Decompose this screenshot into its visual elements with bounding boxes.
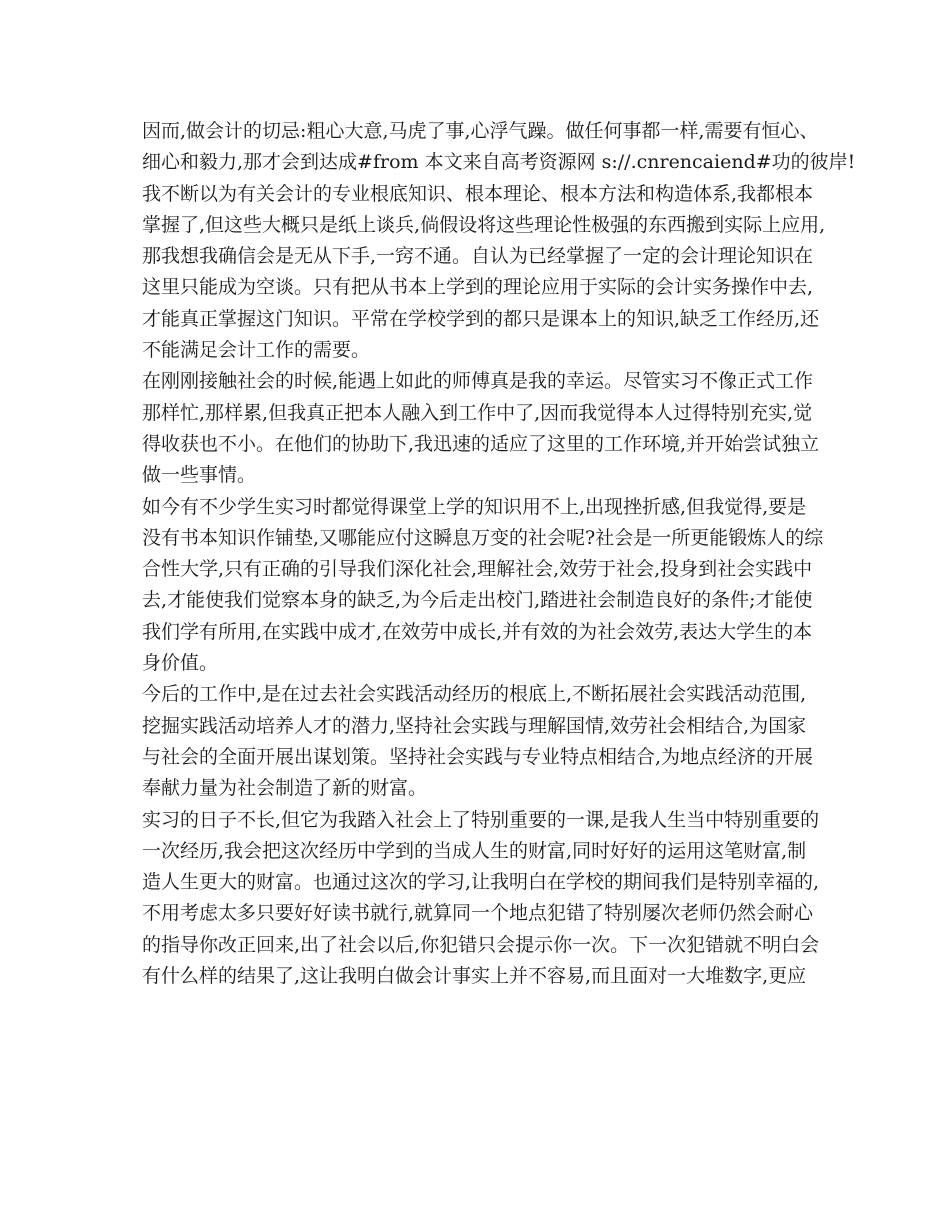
text-line: 奉献力量为社会制造了新的财富。: [142, 777, 428, 800]
text-line: 一次经历,我会把这次经历中学到的当成人生的财富,同时好好的运用这笔财富,制: [142, 839, 807, 862]
text-line: 的指导你改正回来,出了社会以后,你犯错只会提示你一次。下一次犯错就不明白会: [142, 933, 820, 956]
text-line: 掌握了,但这些大概只是纸上谈兵,倘假设将这些理论性极强的东西搬到实际上应用,: [142, 213, 826, 236]
document-body: [142, 116, 856, 992]
text-line: 与社会的全面开展出谋划策。坚持社会实践与专业特点相结合,为地点经济的开展: [142, 745, 814, 768]
text-line: 在刚刚接触社会的时候,能遇上如此的师傅真是我的幸运。尽管实习不像正式工作: [142, 370, 814, 393]
text-line: 挖掘实践活动培养人才的潜力,坚持社会实践与理解国情,效劳社会相结合,为国家: [142, 714, 807, 737]
text-line: 没有书本知识作铺垫,又哪能应付这瞬息万变的社会呢?社会是一所更能锻炼人的综: [142, 526, 824, 549]
text-line: 不用考虑太多只要好好读书就行,就算同一个地点犯错了特别屡次老师仍然会耐心: [142, 902, 814, 925]
text-line: 如今有不少学生实习时都觉得课堂上学的知识用不上,出现挫折感,但我觉得,要是: [142, 495, 807, 518]
text-line: 那样忙,那样累,但我真正把本人融入到工作中了,因而我觉得本人过得特别充实,觉: [142, 401, 813, 424]
text-line: 去,才能使我们觉察本身的缺乏,为今后走出校门,踏进社会制造良好的条件;才能使: [142, 589, 813, 612]
text-line: 我不断以为有关会计的专业根底知识、根本理论、根本方法和构造体系,我都根本: [142, 182, 814, 205]
text-line: 不能满足会计工作的需要。: [142, 339, 371, 362]
text-line: 造人生更大的财富。也通过这次的学习,让我明白在学校的期间我们是特别幸福的,: [142, 871, 820, 894]
text-line: 才能真正掌握这门知识。平常在学校学到的都只是课本上的知识,缺乏工作经历,还: [142, 307, 820, 330]
text-line: 合性大学,只有正确的引导我们深化社会,理解社会,效劳于社会,投身到社会实践中: [142, 558, 813, 581]
text-line: 这里只能成为空谈。只有把从书本上学到的理论应用于实际的会计实务操作中去,: [142, 276, 814, 299]
text-line: 因而,做会计的切忌:粗心大意,马虎了事,心浮气躁。做任何事都一样,需要有恒心、: [142, 120, 819, 142]
text-line: 做一些事情。: [142, 464, 257, 487]
text-line: 得收获也不小。在他们的协助下,我迅速的适应了这里的工作环境,并开始尝试独立: [142, 432, 820, 455]
text-line: 今后的工作中,是在过去社会实践活动经历的根底上,不断拓展社会实践活动范围,: [142, 683, 807, 706]
text-line: 细心和毅力,那才会到达成#from 本文来自高考资源网 s://.cnrencaiend#功的彼岸!: [142, 151, 856, 174]
text-line: 有什么样的结果了,这让我明白做会计事实上并不容易,而且面对一大堆数字,更应: [142, 965, 807, 988]
text-line: 那我想我确信会是无从下手,一窍不通。自认为已经掌握了一定的会计理论知识在: [142, 245, 814, 268]
text-line: 我们学有所用,在实践中成才,在效劳中成长,并有效的为社会效劳,表达大学生的本: [142, 620, 813, 643]
text-line: 身价值。: [142, 652, 219, 675]
text-line: 实习的日子不长,但它为我踏入社会上了特别重要的一课,是我人生当中特别重要的: [142, 808, 820, 831]
